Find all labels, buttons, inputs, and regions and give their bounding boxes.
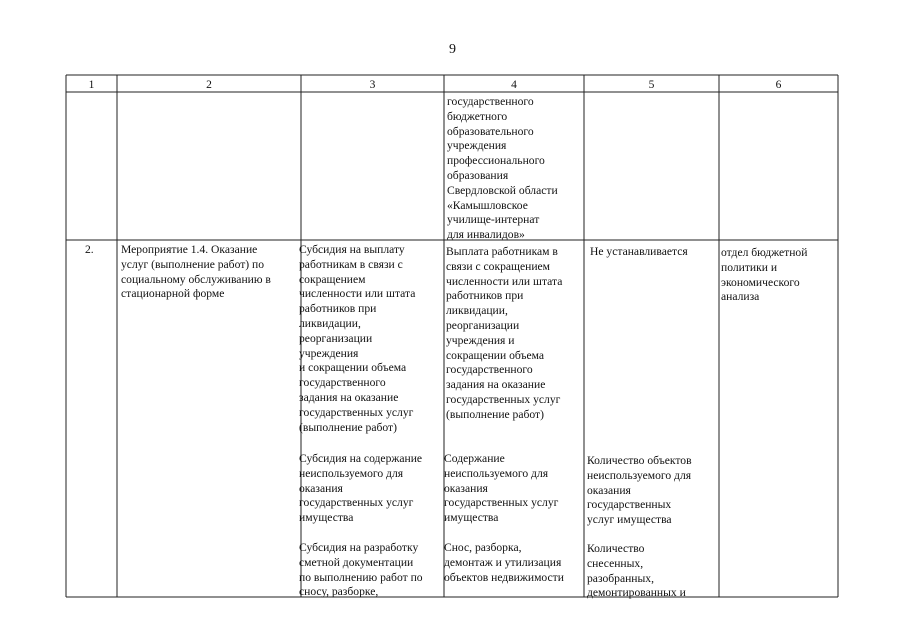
header-col-3: 3 bbox=[369, 79, 376, 91]
header-col-6: 6 bbox=[775, 79, 782, 91]
header-col-2: 2 bbox=[206, 79, 212, 91]
row2-col3-subsidy-estimate: Субсидия на разработку сметной документации по выполнению работ по сносу, разборке, bbox=[299, 541, 423, 599]
page-number: 9 bbox=[449, 42, 456, 57]
row2-measure: Мероприятие 1.4. Оказание услуг (выполнение работ) по социальному обслуживанию в стационарной форме bbox=[121, 243, 271, 301]
row2-col4-payment: Выплата работникам в связи с сокращением численности или штата работников при ликвидации, реорганизации учреждения и сокращении объема государственного задания на оказание государственных услуг (выполнение работ) bbox=[446, 245, 563, 421]
row2-col4-demolition: Снос, разборка, демонтаж и утилизация объектов недвижимости bbox=[444, 541, 564, 584]
header-col-4: 4 bbox=[511, 79, 517, 91]
row2-col5-demolished-count: Количество снесенных, разобранных, демонтированных и bbox=[587, 542, 686, 600]
row2-col3-subsidy-maintenance: Субсидия на содержание неиспользуемого для оказания государственных услуг имущества bbox=[299, 452, 423, 525]
header-col-1: 1 bbox=[88, 79, 95, 91]
row2-col3-subsidy-layoff: Субсидия на выплату работникам в связи с сокращением численности или штата работников при ликвидации, реорганизации учреждения и сокращении объема государственного задания на оказание государственных услуг (выполнение работ) bbox=[299, 243, 416, 434]
continued-col4-text: государственного бюджетного образовательного учреждения профессионального образования Свердловской области «Камышловское училище-интернат для инвалидов» bbox=[447, 95, 558, 242]
row2-col5-objects-count: Количество объектов неиспользуемого для оказания государственных услуг имущества bbox=[587, 454, 692, 527]
row2-number: 2. bbox=[85, 243, 94, 256]
header-col-5: 5 bbox=[648, 79, 655, 91]
row2-col6-department: отдел бюджетной политики и экономического анализа bbox=[721, 246, 808, 304]
row2-col5-not-set: Не устанавливается bbox=[590, 245, 688, 258]
row2-col4-maintenance: Содержание неиспользуемого для оказания государственных услуг имущества bbox=[444, 452, 559, 525]
